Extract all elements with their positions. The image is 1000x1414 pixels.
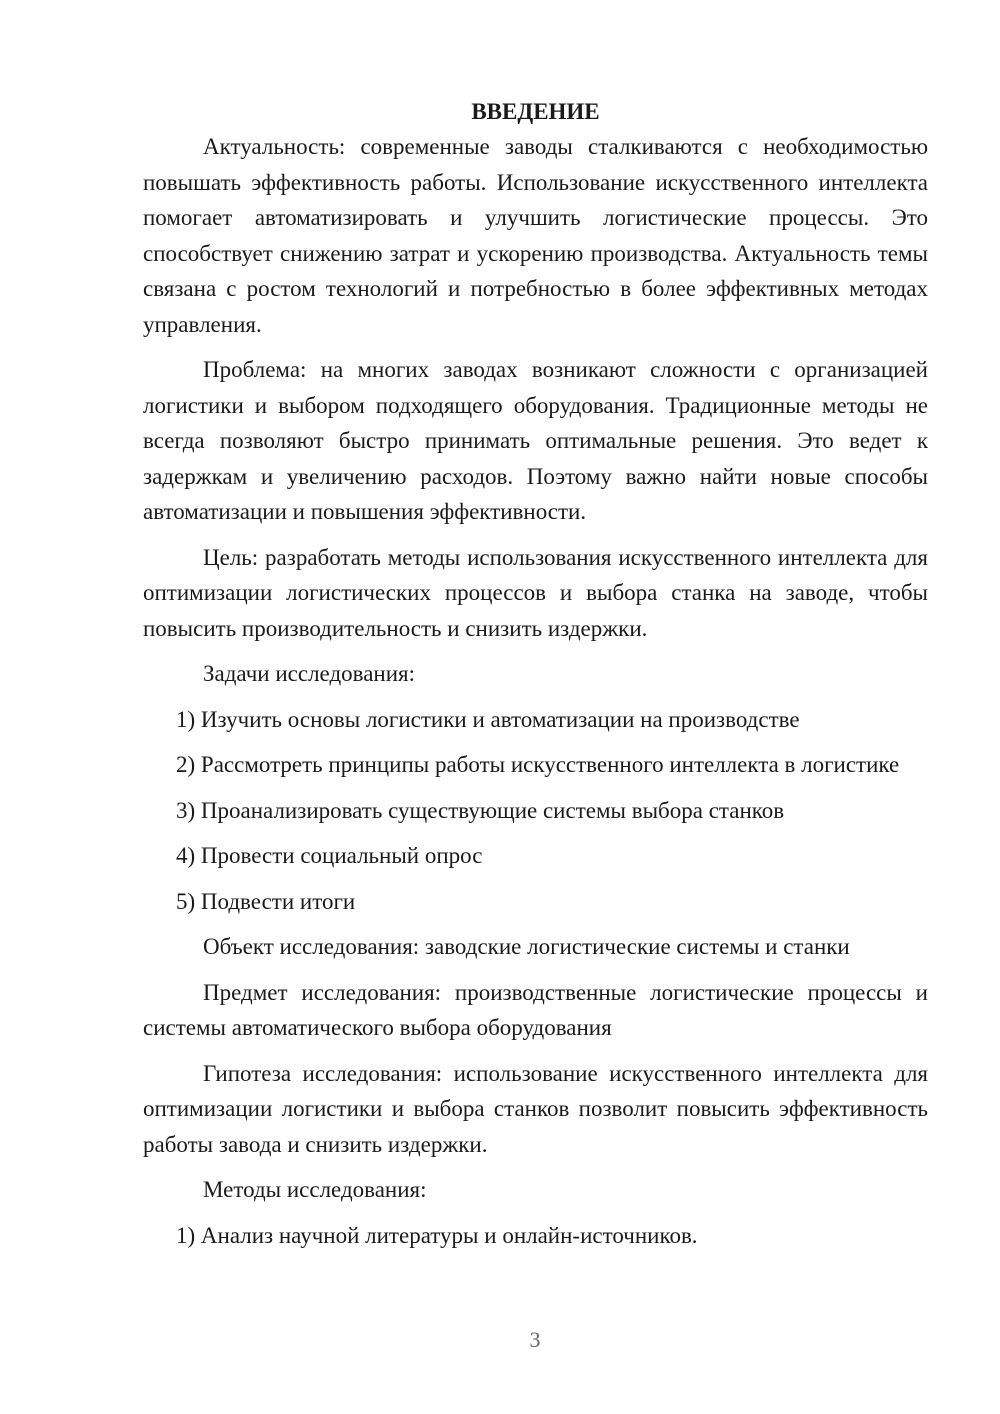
subject-paragraph: Предмет исследования: производственные логистические процессы и системы автоматического выбора оборудования: [143, 979, 928, 1040]
goal-paragraph: Цель: разработать методы использования искусственного интеллекта для оптимизации логистических процессов и выбора станка на заводе, чтобы повысить производительность и снизить издержки.: [143, 544, 928, 641]
hypothesis-paragraph: Гипотеза исследования: использование искусственного интеллекта для оптимизации логистики и выбора станков позволит повысить эффективность работы завода и снизить издержки.: [143, 1060, 928, 1157]
task-item-2: 2) Рассмотреть принципы работы искусственного интеллекта в логистике: [176, 752, 900, 777]
page-content: [143, 94, 928, 1263]
object-paragraph: Объект исследования: заводские логистические системы и станки: [203, 934, 850, 959]
task-item-4: 4) Провести социальный опрос: [176, 843, 483, 868]
page-number: 3: [529, 1327, 541, 1352]
task-item-1: 1) Изучить основы логистики и автоматизации на производстве: [176, 706, 800, 732]
tasks-heading: Задачи исследования:: [203, 661, 416, 686]
task-item-5: 5) Подвести итоги: [176, 888, 356, 914]
page-title: ВВЕДЕНИЕ: [471, 99, 600, 124]
methods-heading: Методы исследования:: [203, 1177, 427, 1202]
method-item-1: 1) Анализ научной литературы и онлайн-источников.: [176, 1222, 698, 1248]
relevance-paragraph: Актуальность: современные заводы сталкиваются с необходимостью повышать эффективность работы. Использование искусственного интеллекта помогает автоматизировать и улучшить логистические процессы. Это способствует снижению затрат и ускорению производства. Актуальность темы связана с ростом технологий и потребностью в более эффективных методах управления.: [143, 134, 928, 337]
task-item-3: 3) Проанализировать существующие системы выбора станков: [176, 797, 785, 823]
problem-paragraph: Проблема: на многих заводах возникают сложности с организацией логистики и выбором подходящего оборудования. Традиционные методы не всегда позволяют быстро принимать оптимальные решения. Это ведет к задержкам и увеличению расходов. Поэтому важно найти новые способы автоматизации и повышения эффективности.: [143, 357, 928, 524]
